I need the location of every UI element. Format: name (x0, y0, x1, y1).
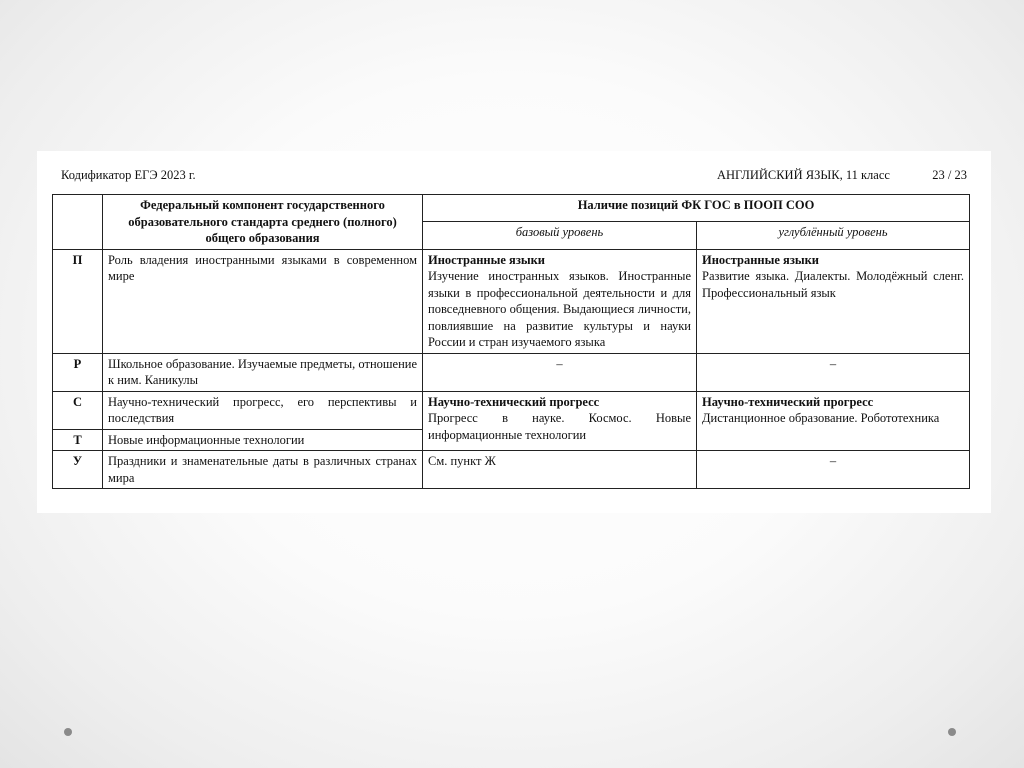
advanced-topic-text: Развитие языка. Диалекты. Молодёжный сленг. Профессиональный язык (702, 269, 964, 300)
row-code: С (53, 391, 103, 429)
fk-cell: Роль владения иностранными языками в современном мире (103, 249, 423, 353)
advanced-topic-text: Дистанционное образование. Робототехника (702, 411, 940, 425)
fk-cell: Научно-технический прогресс, его перспективы и последствия (103, 391, 423, 429)
basic-cell-dash: – (423, 353, 697, 391)
advanced-cell (697, 391, 970, 451)
advanced-topic-title: Научно-технический прогресс (702, 394, 874, 409)
basic-topic-text: Изучение иностранных языков. Иностранные языки в профессиональной деятельности и для повседневного общения. Выдающиеся личности, повлиявшие на развитие культуры и науки России и стран изучаемого языка (428, 269, 691, 349)
table-row (53, 451, 970, 489)
basic-cell: См. пункт Ж (423, 451, 697, 489)
table-header-row (53, 195, 970, 222)
subject-label: АНГЛИЙСКИЙ ЯЗЫК, 11 класс (717, 168, 890, 182)
row-code: Т (53, 429, 103, 451)
advanced-cell-dash: – (697, 353, 970, 391)
row-code: У (53, 451, 103, 489)
positions-header-cell: Наличие позиций ФК ГОС в ПООП СОО (423, 195, 970, 222)
level-basic-header: базовый уровень (423, 222, 697, 249)
codifier-title: Кодификатор ЕГЭ 2023 г. (61, 168, 196, 182)
fk-cell: Праздники и знаменательные даты в различных странах мира (103, 451, 423, 489)
page-number: 23 / 23 (932, 168, 967, 182)
advanced-cell (697, 249, 970, 353)
table-row (53, 391, 970, 429)
row-code: П (53, 249, 103, 353)
table-row (53, 249, 970, 353)
advanced-topic-title: Иностранные языки (702, 252, 820, 267)
basic-cell (423, 391, 697, 451)
row-code: Р (53, 353, 103, 391)
code-header-cell (53, 195, 103, 250)
slide-corner-dot (64, 728, 72, 736)
table-row (53, 353, 970, 391)
basic-cell (423, 249, 697, 353)
basic-topic-title: Иностранные языки (428, 252, 546, 267)
advanced-cell-dash: – (697, 451, 970, 489)
basic-topic-title: Научно-технический прогресс (428, 394, 600, 409)
basic-topic-text: Прогресс в науке. Космос. Новые информационные технологии (428, 411, 691, 442)
page-header (61, 166, 967, 184)
fk-cell: Новые информационные технологии (103, 429, 423, 451)
fk-header-cell: Федеральный компонент государственного образовательного стандарта среднего (полного) общего образования (103, 195, 423, 250)
document-page (37, 151, 991, 513)
fk-cell: Школьное образование. Изучаемые предметы, отношение к ним. Каникулы (103, 353, 423, 391)
codifier-table (52, 194, 970, 489)
slide-corner-dot (948, 728, 956, 736)
level-advanced-header: углублённый уровень (697, 222, 970, 249)
